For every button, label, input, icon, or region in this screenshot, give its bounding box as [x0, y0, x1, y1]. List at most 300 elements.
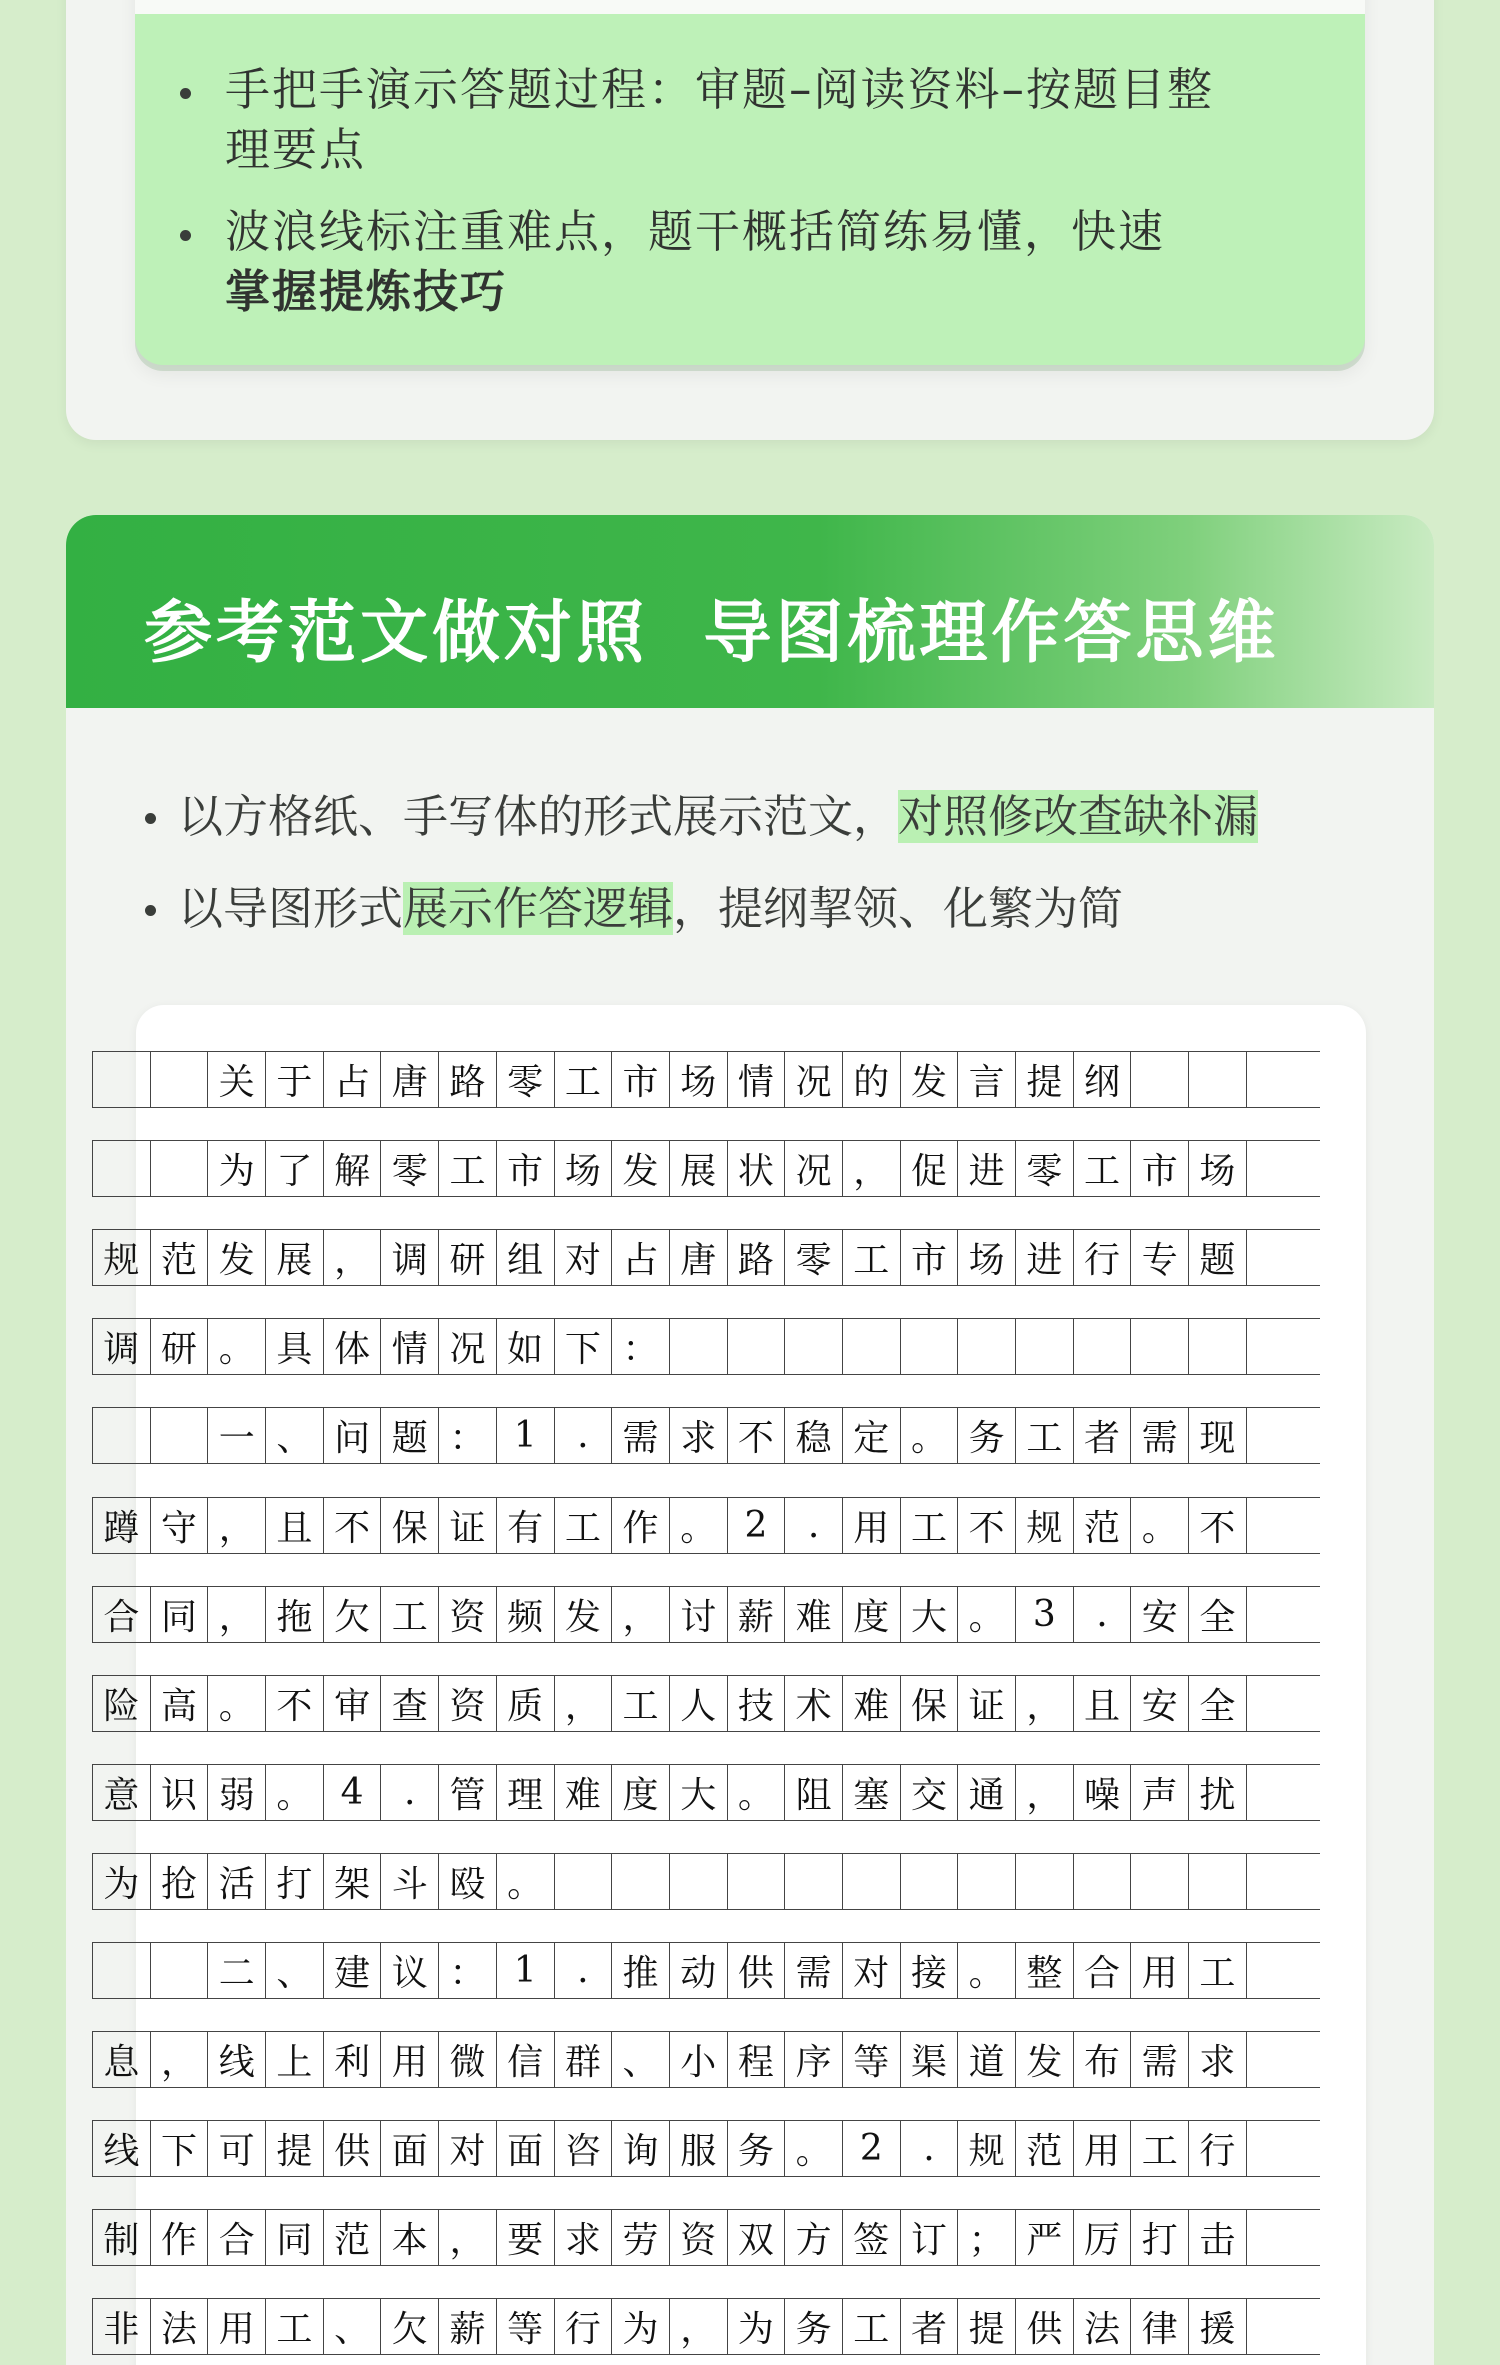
grid-cell: 发	[1016, 2032, 1074, 2087]
grid-cell: 规	[1016, 1498, 1074, 1553]
grid-cell: 、	[266, 1943, 324, 1998]
grid-cell: 况	[785, 1141, 843, 1196]
grid-cell: 工	[555, 1052, 613, 1107]
grid-cell: 序	[785, 2032, 843, 2087]
grid-cell: 布	[1074, 2032, 1132, 2087]
grid-cell: 法	[151, 2299, 209, 2354]
essay-grid-row	[92, 1764, 1320, 1821]
grid-cell: 市	[612, 1052, 670, 1107]
grid-cell: 1	[497, 1408, 555, 1463]
grid-cell: 声	[1131, 1765, 1189, 1820]
grid-cell: 工	[1131, 2121, 1189, 2176]
grid-cell: 合	[93, 1587, 151, 1642]
grid-cell: 求	[555, 2210, 613, 2265]
grid-cell: 打	[1131, 2210, 1189, 2265]
grid-cell: ，	[208, 1587, 266, 1642]
grid-cell: 服	[670, 2121, 728, 2176]
grid-cell: 务	[958, 1408, 1016, 1463]
grid-cell: 订	[901, 2210, 959, 2265]
grid-cell: 发	[208, 1230, 266, 1285]
essay-grid-row	[92, 1942, 1320, 1999]
grid-cell	[1189, 1052, 1247, 1107]
grid-cell: 场	[555, 1141, 613, 1196]
grid-cell: 一	[208, 1408, 266, 1463]
grid-cell: 欠	[324, 1587, 382, 1642]
grid-cell: 息	[93, 2032, 151, 2087]
grid-cell: 方	[785, 2210, 843, 2265]
grid-cell	[151, 1052, 209, 1107]
grid-cell: 不	[728, 1408, 786, 1463]
grid-cell: .	[555, 1943, 613, 1998]
grid-cell: 塞	[843, 1765, 901, 1820]
grid-cell: 工	[1189, 1943, 1247, 1998]
grid-cell: 全	[1189, 1587, 1247, 1642]
grid-cell: 意	[93, 1765, 151, 1820]
grid-cell: 需	[612, 1408, 670, 1463]
bullet-text-continued: 理要点	[225, 123, 367, 176]
grid-cell: 情	[728, 1052, 786, 1107]
grid-cell: 行	[1189, 2121, 1247, 2176]
grid-cell	[670, 1854, 728, 1909]
grid-cell: 3	[1016, 1587, 1074, 1642]
grid-cell: 作	[151, 2210, 209, 2265]
grid-cell	[785, 1854, 843, 1909]
grid-cell: 面	[497, 2121, 555, 2176]
essay-grid-row	[92, 1318, 1320, 1375]
grid-cell: 如	[497, 1319, 555, 1374]
grid-cell: 等	[843, 2032, 901, 2087]
grid-cell: ，	[439, 2210, 497, 2265]
grid-cell: ，	[1016, 1765, 1074, 1820]
essay-grid-row	[92, 1497, 1320, 1554]
grid-cell: 下	[151, 2121, 209, 2176]
grid-cell: 人	[670, 1676, 728, 1731]
grid-cell: 专	[1131, 1230, 1189, 1285]
grid-cell: 度	[612, 1765, 670, 1820]
grid-cell: 提	[1016, 1052, 1074, 1107]
grid-cell: 识	[151, 1765, 209, 1820]
grid-cell: 研	[439, 1230, 497, 1285]
grid-cell: 定	[843, 1408, 901, 1463]
bullet-highlight: 展示作答逻辑	[403, 882, 674, 935]
grid-cell: 且	[1074, 1676, 1132, 1731]
grid-cell: 展	[266, 1230, 324, 1285]
grid-cell	[93, 1408, 151, 1463]
grid-cell: 组	[497, 1230, 555, 1285]
grid-cell: 同	[266, 2210, 324, 2265]
grid-cell: ，	[208, 1498, 266, 1553]
grid-cell	[1074, 1854, 1132, 1909]
grid-cell: 信	[497, 2032, 555, 2087]
grid-cell: 范	[324, 2210, 382, 2265]
grid-cell: 场	[670, 1052, 728, 1107]
grid-cell	[785, 1319, 843, 1374]
grid-cell: 者	[901, 2299, 959, 2354]
bullet-text: 以导图形式	[178, 882, 404, 935]
bullet-dot-icon	[145, 905, 156, 916]
grid-cell	[93, 1052, 151, 1107]
grid-cell: 。	[958, 1943, 1016, 1998]
grid-cell: 工	[1074, 1141, 1132, 1196]
grid-cell: 议	[381, 1943, 439, 1998]
grid-cell: 路	[728, 1230, 786, 1285]
grid-cell: 供	[728, 1943, 786, 1998]
grid-cell: 证	[958, 1676, 1016, 1731]
grid-cell	[958, 1854, 1016, 1909]
grid-cell: 质	[497, 1676, 555, 1731]
essay-grid-row	[92, 1407, 1320, 1464]
grid-cell: 群	[555, 2032, 613, 2087]
grid-cell: 务	[785, 2299, 843, 2354]
grid-cell: 推	[612, 1943, 670, 1998]
grid-cell: 工	[612, 1676, 670, 1731]
grid-cell: 供	[1016, 2299, 1074, 2354]
grid-cell: ：	[439, 1408, 497, 1463]
grid-cell: 场	[958, 1230, 1016, 1285]
grid-cell	[93, 1141, 151, 1196]
grid-cell: 审	[324, 1676, 382, 1731]
grid-cell: 不	[1189, 1498, 1247, 1553]
essay-grid-row	[92, 1853, 1320, 1910]
grid-cell: 险	[93, 1676, 151, 1731]
grid-cell: ，	[324, 1230, 382, 1285]
grid-cell: 为	[93, 1854, 151, 1909]
essay-grid-row	[92, 1140, 1320, 1197]
grid-cell: 。	[670, 1498, 728, 1553]
bullet-dot-icon	[180, 88, 191, 99]
grid-cell: 要	[497, 2210, 555, 2265]
grid-cell: 扰	[1189, 1765, 1247, 1820]
grid-cell: ；	[958, 2210, 1016, 2265]
grid-cell: 面	[381, 2121, 439, 2176]
grid-cell: 。	[901, 1408, 959, 1463]
grid-cell: 安	[1131, 1587, 1189, 1642]
grid-cell: 微	[439, 2032, 497, 2087]
grid-cell: 4	[324, 1765, 382, 1820]
grid-cell: 用	[843, 1498, 901, 1553]
grid-cell: 题	[381, 1408, 439, 1463]
bullet-text: 波浪线标注重难点，题干概括简练易懂，快速	[225, 205, 1166, 258]
essay-grid-row	[92, 1675, 1320, 1732]
grid-cell: 。	[785, 2121, 843, 2176]
grid-cell	[151, 1408, 209, 1463]
section-title: 参考范文做对照 导图梳理作答思维	[144, 594, 1280, 673]
grid-cell: 用	[381, 2032, 439, 2087]
grid-cell: 稳	[785, 1408, 843, 1463]
grid-cell: .	[381, 1765, 439, 1820]
grid-cell: ，	[670, 2299, 728, 2354]
grid-cell: 保	[381, 1498, 439, 1553]
grid-cell	[151, 1141, 209, 1196]
grid-cell: 务	[728, 2121, 786, 2176]
grid-cell: 询	[612, 2121, 670, 2176]
grid-cell: 情	[381, 1319, 439, 1374]
grid-cell: 签	[843, 2210, 901, 2265]
grid-cell	[843, 1319, 901, 1374]
grid-cell: 为	[612, 2299, 670, 2354]
grid-cell: 研	[151, 1319, 209, 1374]
essay-grid-row	[92, 1586, 1320, 1643]
grid-cell: 路	[439, 1052, 497, 1107]
grid-cell: ，	[843, 1141, 901, 1196]
grid-cell: 调	[381, 1230, 439, 1285]
grid-cell: 法	[1074, 2299, 1132, 2354]
grid-cell	[1131, 1854, 1189, 1909]
grid-cell: .	[555, 1408, 613, 1463]
essay-grid-row	[92, 2120, 1320, 2177]
grid-cell: 下	[555, 1319, 613, 1374]
grid-cell: 发	[901, 1052, 959, 1107]
grid-cell: .	[1074, 1587, 1132, 1642]
grid-cell: 同	[151, 1587, 209, 1642]
grid-cell: 求	[1189, 2032, 1247, 2087]
grid-cell: 道	[958, 2032, 1016, 2087]
grid-cell: 工	[901, 1498, 959, 1553]
grid-cell	[1016, 1319, 1074, 1374]
grid-cell: 体	[324, 1319, 382, 1374]
grid-cell: 展	[670, 1141, 728, 1196]
grid-cell	[958, 1319, 1016, 1374]
grid-cell: 本	[381, 2210, 439, 2265]
grid-cell: 。	[497, 1854, 555, 1909]
grid-cell: 非	[93, 2299, 151, 2354]
grid-cell: 管	[439, 1765, 497, 1820]
grid-cell: 、	[266, 1408, 324, 1463]
grid-cell: 拖	[266, 1587, 324, 1642]
grid-cell	[555, 1854, 613, 1909]
essay-grid-row	[92, 1051, 1320, 1108]
bullet-highlight: 对照修改查缺补漏	[898, 790, 1259, 843]
grid-cell	[728, 1319, 786, 1374]
grid-cell: 不	[324, 1498, 382, 1553]
grid-cell: 查	[381, 1676, 439, 1731]
grid-cell: 为	[208, 1141, 266, 1196]
grid-cell: ，	[1016, 1676, 1074, 1731]
grid-cell: 打	[266, 1854, 324, 1909]
grid-cell: 合	[1074, 1943, 1132, 1998]
grid-cell: 律	[1131, 2299, 1189, 2354]
grid-cell: 且	[266, 1498, 324, 1553]
grid-cell: 劳	[612, 2210, 670, 2265]
grid-cell: 不	[266, 1676, 324, 1731]
grid-cell	[1189, 1319, 1247, 1374]
grid-cell: 二	[208, 1943, 266, 1998]
grid-cell: 难	[555, 1765, 613, 1820]
grid-cell: 阻	[785, 1765, 843, 1820]
grid-cell: 。	[266, 1765, 324, 1820]
grid-cell: 程	[728, 2032, 786, 2087]
grid-cell: 制	[93, 2210, 151, 2265]
grid-cell	[1131, 1319, 1189, 1374]
bullet-dot-icon	[180, 230, 191, 241]
grid-cell: 范	[151, 1230, 209, 1285]
grid-cell: 大	[901, 1587, 959, 1642]
grid-cell: 、	[612, 2032, 670, 2087]
grid-cell: 守	[151, 1498, 209, 1553]
grid-cell: 高	[151, 1676, 209, 1731]
grid-cell: 理	[497, 1765, 555, 1820]
grid-cell	[1131, 1052, 1189, 1107]
grid-cell: 范	[1074, 1498, 1132, 1553]
grid-cell: 发	[612, 1141, 670, 1196]
grid-cell: 市	[901, 1230, 959, 1285]
grid-cell: 的	[843, 1052, 901, 1107]
grid-cell: 对	[439, 2121, 497, 2176]
grid-cell: 资	[670, 2210, 728, 2265]
grid-cell: 占	[612, 1230, 670, 1285]
grid-cell: 为	[728, 2299, 786, 2354]
grid-cell: 发	[555, 1587, 613, 1642]
grid-cell: 市	[497, 1141, 555, 1196]
grid-cell: 状	[728, 1141, 786, 1196]
grid-cell: 于	[266, 1052, 324, 1107]
grid-cell: 对	[843, 1943, 901, 1998]
grid-cell: 纲	[1074, 1052, 1132, 1107]
grid-cell: 零	[785, 1230, 843, 1285]
grid-cell: 线	[208, 2032, 266, 2087]
grid-cell	[843, 1854, 901, 1909]
grid-cell: 促	[901, 1141, 959, 1196]
grid-cell: 零	[1016, 1141, 1074, 1196]
grid-cell: ，	[151, 2032, 209, 2087]
grid-cell	[1189, 1854, 1247, 1909]
grid-cell: 况	[439, 1319, 497, 1374]
grid-cell: 占	[324, 1052, 382, 1107]
grid-cell: 对	[555, 1230, 613, 1285]
grid-cell: 接	[901, 1943, 959, 1998]
grid-cell: 现	[1189, 1408, 1247, 1463]
grid-cell: 唐	[670, 1230, 728, 1285]
grid-cell: 术	[785, 1676, 843, 1731]
grid-cell: 。	[1131, 1498, 1189, 1553]
grid-cell: 欠	[381, 2299, 439, 2354]
grid-cell: 咨	[555, 2121, 613, 2176]
grid-cell: 。	[208, 1319, 266, 1374]
grid-cell: 进	[958, 1141, 1016, 1196]
grid-cell: 工	[1016, 1408, 1074, 1463]
grid-cell: 厉	[1074, 2210, 1132, 2265]
grid-cell: 工	[266, 2299, 324, 2354]
grid-cell	[612, 1854, 670, 1909]
grid-cell: 交	[901, 1765, 959, 1820]
grid-cell	[728, 1854, 786, 1909]
grid-cell: 薪	[439, 2299, 497, 2354]
grid-cell: 用	[208, 2299, 266, 2354]
grid-cell: 提	[958, 2299, 1016, 2354]
grid-cell: 了	[266, 1141, 324, 1196]
grid-cell: 范	[1016, 2121, 1074, 2176]
grid-cell: 整	[1016, 1943, 1074, 1998]
grid-cell: 噪	[1074, 1765, 1132, 1820]
grid-cell: 保	[901, 1676, 959, 1731]
grid-cell: 频	[497, 1587, 555, 1642]
grid-cell: 上	[266, 2032, 324, 2087]
grid-cell	[151, 1943, 209, 1998]
grid-cell: 资	[439, 1676, 497, 1731]
grid-cell: .	[901, 2121, 959, 2176]
grid-cell: 有	[497, 1498, 555, 1553]
grid-cell: ，	[612, 1587, 670, 1642]
grid-cell: 击	[1189, 2210, 1247, 2265]
grid-cell: 。	[208, 1676, 266, 1731]
grid-cell: 严	[1016, 2210, 1074, 2265]
grid-cell: 用	[1131, 1943, 1189, 1998]
grid-cell: 抢	[151, 1854, 209, 1909]
grid-cell: 言	[958, 1052, 1016, 1107]
grid-cell: 工	[843, 2299, 901, 2354]
grid-cell: 作	[612, 1498, 670, 1553]
grid-cell: 者	[1074, 1408, 1132, 1463]
grid-cell: 弱	[208, 1765, 266, 1820]
grid-cell: 蹲	[93, 1498, 151, 1553]
previous-feature-highlight-box	[135, 0, 1365, 365]
grid-cell: 2	[843, 2121, 901, 2176]
grid-cell: 题	[1189, 1230, 1247, 1285]
grid-cell: 全	[1189, 1676, 1247, 1731]
grid-cell: 供	[324, 2121, 382, 2176]
grid-cell: 薪	[728, 1587, 786, 1642]
grid-cell: 工	[381, 1587, 439, 1642]
card-divider	[135, 0, 1365, 14]
grid-cell: 证	[439, 1498, 497, 1553]
grid-cell: 讨	[670, 1587, 728, 1642]
grid-cell: 工	[555, 1498, 613, 1553]
grid-cell: 行	[1074, 1230, 1132, 1285]
grid-cell: 场	[1189, 1141, 1247, 1196]
grid-cell: 通	[958, 1765, 1016, 1820]
grid-cell: 关	[208, 1052, 266, 1107]
grid-cell: 需	[1131, 2032, 1189, 2087]
grid-cell: 工	[843, 1230, 901, 1285]
grid-cell: 需	[1131, 1408, 1189, 1463]
grid-cell: 资	[439, 1587, 497, 1642]
section-header	[66, 515, 1434, 708]
grid-cell: 工	[439, 1141, 497, 1196]
grid-cell	[1074, 1319, 1132, 1374]
bullet-bold-text: 掌握提炼技巧	[225, 265, 508, 318]
grid-cell: 建	[324, 1943, 382, 1998]
grid-cell: ：	[439, 1943, 497, 1998]
grid-cell: 规	[958, 2121, 1016, 2176]
grid-cell: 零	[381, 1141, 439, 1196]
grid-cell: 用	[1074, 2121, 1132, 2176]
grid-cell: 双	[728, 2210, 786, 2265]
grid-cell: 进	[1016, 1230, 1074, 1285]
bullet-text: 以方格纸、手写体的形式展示范文，	[178, 790, 899, 843]
grid-cell: 难	[785, 1587, 843, 1642]
grid-cell: 具	[266, 1319, 324, 1374]
grid-cell: 提	[266, 2121, 324, 2176]
grid-cell: 、	[324, 2299, 382, 2354]
grid-cell: 不	[958, 1498, 1016, 1553]
grid-cell: 行	[555, 2299, 613, 2354]
grid-cell: 等	[497, 2299, 555, 2354]
grid-cell: 可	[208, 2121, 266, 2176]
grid-cell: 渠	[901, 2032, 959, 2087]
grid-cell: 。	[728, 1765, 786, 1820]
bullet-text-after: ，提纲挈领、化繁为简	[673, 882, 1124, 935]
grid-cell: 度	[843, 1587, 901, 1642]
grid-cell: ：	[612, 1319, 670, 1374]
essay-grid-row	[92, 2031, 1320, 2088]
grid-cell: 安	[1131, 1676, 1189, 1731]
grid-cell: 小	[670, 2032, 728, 2087]
grid-cell: 援	[1189, 2299, 1247, 2354]
grid-cell: 调	[93, 1319, 151, 1374]
grid-cell: 需	[785, 1943, 843, 1998]
grid-cell: 零	[497, 1052, 555, 1107]
grid-cell: 2	[728, 1498, 786, 1553]
